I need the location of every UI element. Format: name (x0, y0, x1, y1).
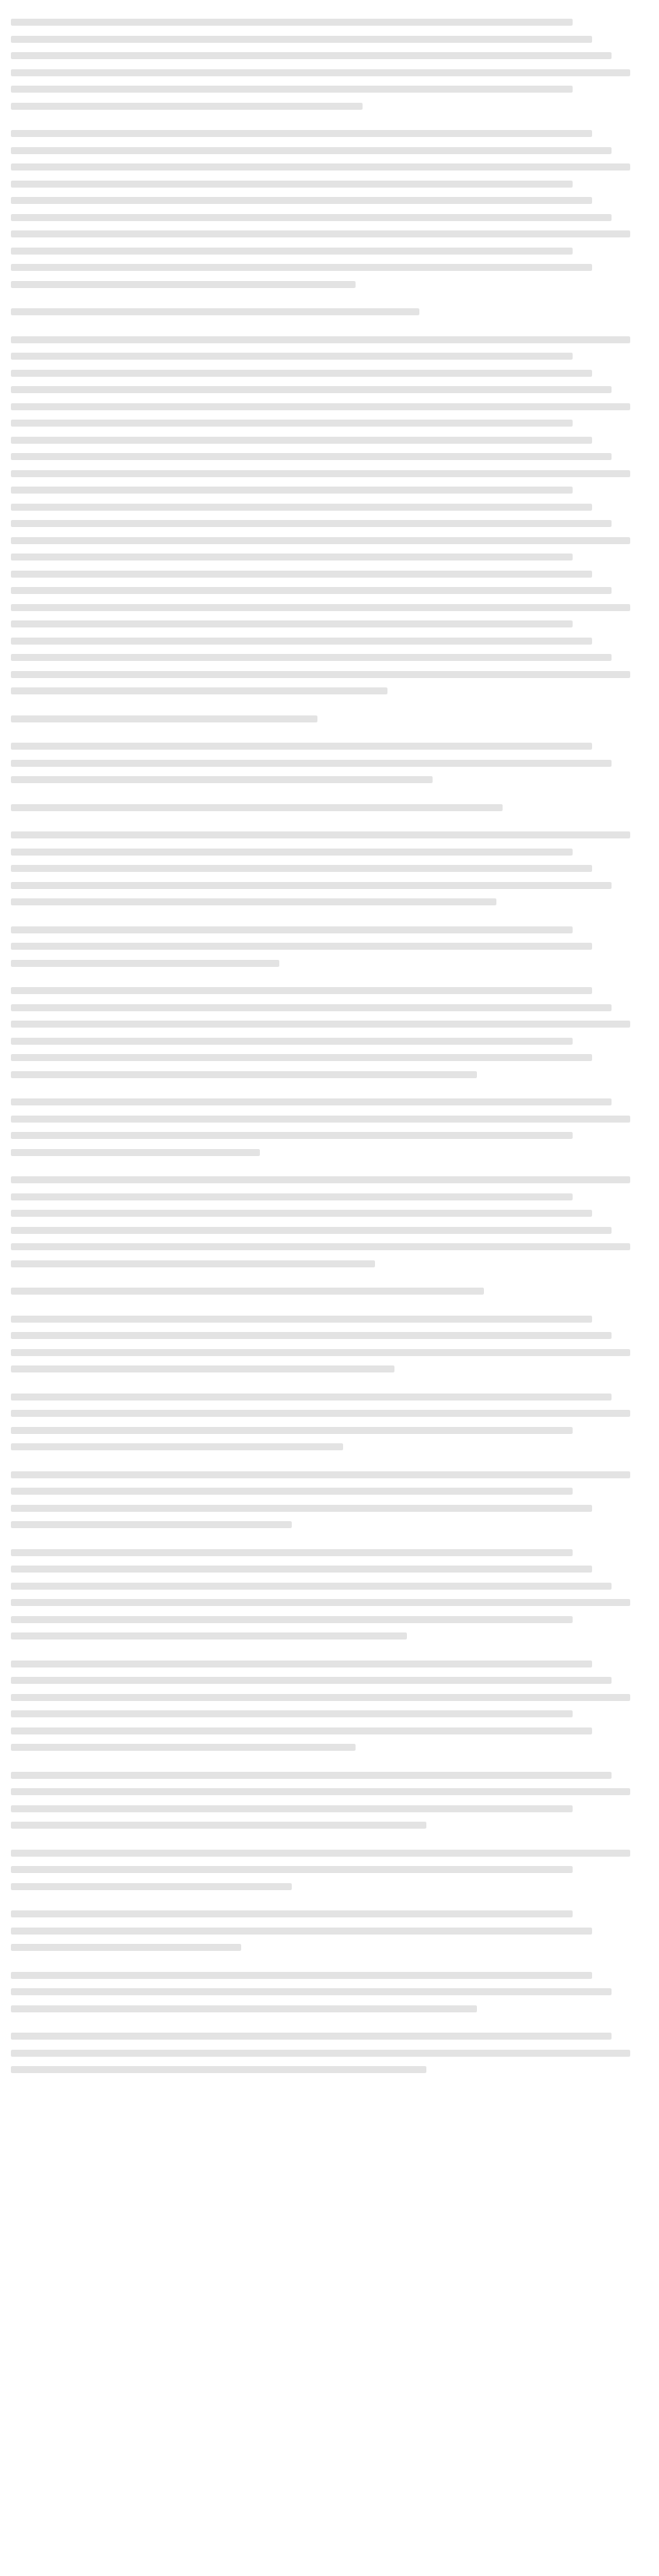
document-body (11, 14, 650, 2079)
paragraph-placeholder (11, 332, 650, 700)
paragraph (11, 1967, 650, 2018)
paragraph (11, 738, 650, 789)
paragraph-placeholder (11, 1467, 650, 1534)
paragraph (11, 711, 650, 728)
paragraph (11, 1545, 650, 1645)
paragraph (11, 922, 650, 972)
paragraph (11, 1283, 650, 1300)
paragraph (11, 1845, 650, 1896)
paragraph-placeholder (11, 304, 650, 321)
paragraph (11, 1389, 650, 1456)
paragraph-placeholder (11, 1094, 650, 1161)
paragraph-placeholder (11, 1283, 650, 1300)
paragraph-placeholder (11, 1656, 650, 1756)
paragraph (11, 1656, 650, 1756)
paragraph-placeholder (11, 800, 650, 817)
paragraph (11, 1172, 650, 1272)
paragraph-placeholder (11, 1545, 650, 1645)
paragraph (11, 304, 650, 321)
paragraph-placeholder (11, 827, 650, 911)
paragraph (11, 1767, 650, 1834)
paragraph-placeholder (11, 1845, 650, 1896)
paragraph (11, 1094, 650, 1161)
paragraph (11, 982, 650, 1083)
paragraph-placeholder (11, 1767, 650, 1834)
paragraph (11, 800, 650, 817)
paragraph-placeholder (11, 1967, 650, 2018)
paragraph-placeholder (11, 1172, 650, 1272)
paragraph-placeholder (11, 738, 650, 789)
paragraph (11, 125, 650, 293)
paragraph (11, 14, 650, 114)
paragraph-placeholder (11, 1906, 650, 1956)
paragraph-placeholder (11, 125, 650, 293)
paragraph (11, 1311, 650, 1378)
paragraph-placeholder (11, 711, 650, 728)
paragraph-placeholder (11, 982, 650, 1083)
paragraph-placeholder (11, 2028, 650, 2079)
paragraph-placeholder (11, 14, 650, 114)
paragraph (11, 332, 650, 700)
paragraph (11, 1467, 650, 1534)
paragraph-placeholder (11, 922, 650, 972)
paragraph (11, 1906, 650, 1956)
paragraph (11, 827, 650, 911)
paragraph-placeholder (11, 1389, 650, 1456)
paragraph (11, 2028, 650, 2079)
paragraph-placeholder (11, 1311, 650, 1378)
